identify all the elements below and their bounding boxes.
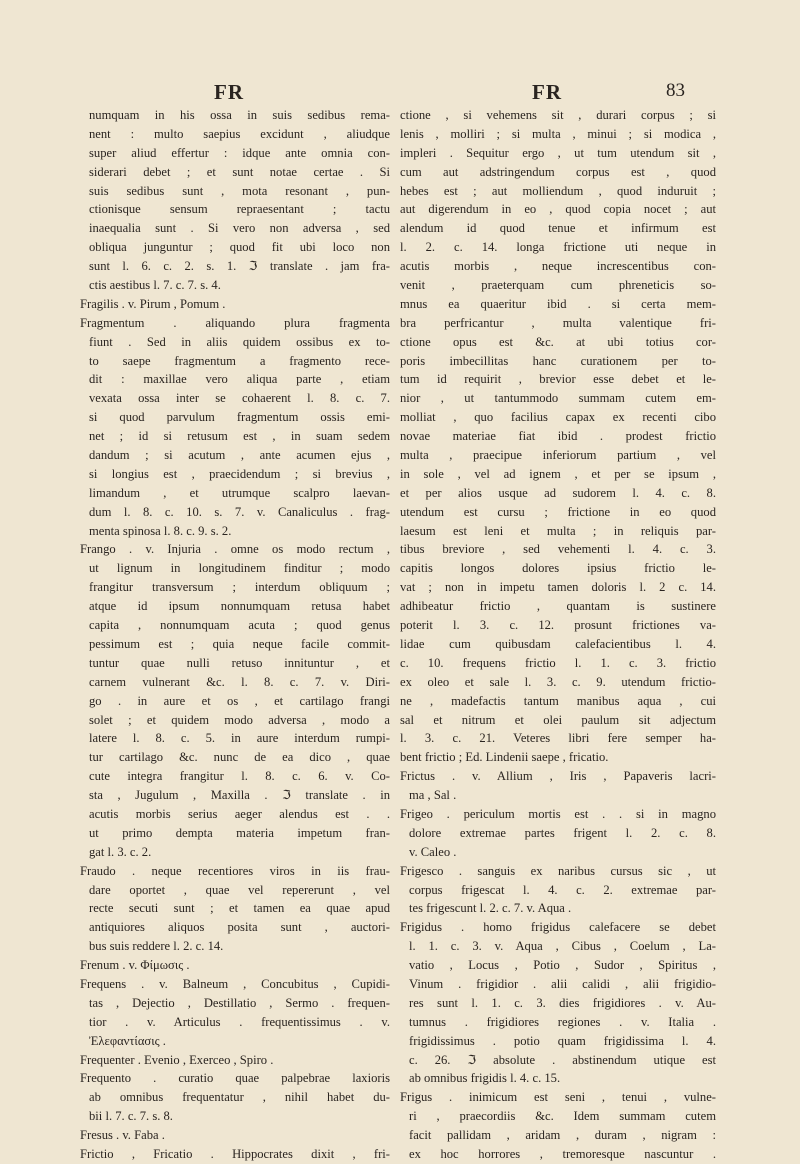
text-line: ctionisque sensum repraesentant ; tactu — [89, 202, 390, 217]
text-line: et per alios usque ad sudorem l. 4. c. 8. — [400, 485, 716, 500]
text-line: Frigeo . periculum mortis est . . si in magno — [400, 806, 716, 821]
text-line: Frequento . curatio quae palpebrae laxioris — [80, 1071, 390, 1086]
left-column — [80, 106, 390, 1164]
text-line: bii l. 7. c. 7. s. 8. — [89, 1109, 173, 1124]
text-line: net ; id si retusum est , in suam sedem — [89, 429, 390, 444]
text-line: sta , Jugulum , Maxilla . ℑ translate . in — [89, 788, 390, 803]
text-line: frangitur transversum ; interdum obliquum ; — [89, 580, 390, 595]
text-line: sunt l. 6. c. 2. s. 1. ℑ translate . jam fra- — [89, 259, 390, 274]
text-line: l. 2. c. 14. longa frictione uti neque in — [400, 240, 716, 255]
text-line: Vinum . frigidior . alii calidi , alii frigidio- — [409, 976, 716, 991]
text-line: aut digerendum in eo , quod copia nocet ; aut — [400, 202, 716, 217]
text-line: fiunt . Sed in aliis quidem ossibus ex to- — [89, 334, 390, 349]
text-line: siderari debet ; et sunt notae certae . Si — [89, 164, 390, 179]
text-line: dandum ; si acutum , ante acumen ejus , — [89, 448, 390, 463]
text-line: Frictio , Fricatio . Hippocrates dixit , fri- — [80, 1146, 390, 1161]
text-line: menta spinosa l. 8. c. 9. s. 2. — [89, 523, 232, 538]
text-line: dolore extremae partes frigent l. 2. c. 8. — [409, 825, 716, 840]
text-line: vexata ossa inter se cohaerent l. 8. c. 7. — [89, 391, 390, 406]
text-line: si quod parvulum fragmentum ossis emi- — [89, 410, 390, 425]
text-line: numquam in his ossa in suis sedibus rema- — [89, 108, 390, 122]
text-line: Frigus . inimicum est seni , tenui , vulne- — [400, 1090, 716, 1105]
text-line: lidae cum quibusdam calefacientibus l. 4. — [400, 636, 716, 651]
text-line: lenis , molliri ; si multa , minui ; si modica , — [400, 126, 716, 141]
text-line: ex oleo et sale l. 3. c. 9. utendum frictio- — [400, 674, 716, 689]
text-line: sal et nitrum et olei paulum sit adjectum — [400, 712, 716, 727]
text-line: laesum est leni et multa ; in reliquis par- — [400, 523, 716, 538]
text-line: impleri . Sequitur ergo , ut tum utendum sit , — [400, 145, 716, 160]
text-line: ab omnibus frequentatur , nihil habet du- — [89, 1090, 390, 1105]
text-line: suis sedibus sunt , mota resonant , pun- — [89, 183, 390, 198]
text-line: ctione , si vehemens sit , durari corpus ; si — [400, 108, 716, 122]
text-line: vat ; non in impetu tamen doloris l. 2 c. 14. — [400, 580, 716, 595]
text-line: bra perfricantur , multa valentique fri- — [400, 315, 716, 330]
text-line: in sole , vel ad ignem , et per se ipsum , — [400, 466, 716, 481]
text-line: acutis morbis serius aeger alendus est . . — [89, 806, 390, 821]
text-line: dit : maxillae vero aliqua parte , etiam — [89, 372, 390, 387]
text-line: Fragilis . v. Pirum , Pomum . — [80, 296, 226, 311]
text-line: nent : multo saepius excidunt , aliudque — [89, 126, 390, 141]
text-line: Frequens . v. Balneum , Concubitus , Cupidi- — [80, 976, 390, 991]
text-line: tum id requirit , brevior esse debet et le- — [400, 372, 716, 387]
text-line: l. 1. c. 3. v. Aqua , Cibus , Coelum , La- — [409, 939, 716, 954]
page-number: 83 — [666, 80, 685, 101]
text-line: cum aut adstringendum corpus est , quod — [400, 164, 716, 179]
text-line: corpus frigescat l. 4. c. 2. extremae par- — [409, 882, 716, 897]
text-line: dum l. 8. c. 10. s. 7. v. Canaliculus . frag- — [89, 504, 390, 519]
text-line: bent frictio ; Ed. Lindenii saepe , fricatio. — [400, 750, 609, 765]
text-line: to saepe fragmentum a fragmento rece- — [89, 353, 390, 368]
text-line: frigidissimus . potio quam frigidissima l. 4. — [409, 1033, 716, 1048]
text-line: venit , praeterquam cum phreneticis so- — [400, 278, 716, 293]
text-line: vatio , Locus , Potio , Sudor , Spiritus , — [409, 958, 716, 973]
text-line: poterit l. 3. c. 12. prosunt frictiones va- — [400, 618, 716, 633]
text-line: tes frigescunt l. 2. c. 7. v. Aqua . — [409, 901, 572, 916]
text-line: Frequenter . Evenio , Exerceo , Spiro . — [80, 1052, 274, 1067]
text-line: hebes est ; aut molliendum , quod induruit ; — [400, 183, 716, 198]
text-line: ma , Sal . — [409, 788, 457, 803]
text-line: antiquiores aliquos posita sunt , auctori- — [89, 920, 390, 935]
text-line: l. 3. c. 21. Veteres libri fere semper ha- — [400, 731, 716, 746]
text-line: bus suis reddere l. 2. c. 14. — [89, 939, 224, 954]
text-line: dare oportet , quae vel repererunt , vel — [89, 882, 390, 897]
text-line: tuntur quae nulli retuso innituntur , et — [89, 655, 390, 670]
text-line: cute integra frangitur l. 8. c. 6. v. Co- — [89, 769, 390, 784]
right-column — [400, 106, 716, 1164]
text-line: ab omnibus frigidis l. 4. c. 15. — [409, 1071, 561, 1086]
text-line: tumnus . frigidiores regiones . v. Italia . — [409, 1014, 716, 1029]
text-line: atque id ipsum nonnumquam retusa habet — [89, 599, 390, 614]
text-line: Ἐλεφαντίασις . — [89, 1033, 166, 1048]
text-line: ctis aestibus l. 7. c. 7. s. 4. — [89, 278, 221, 293]
text-line: Fraudo . neque recentiores viros in iis frau- — [80, 863, 390, 878]
text-line: poris imbecillitas hanc curationem per to- — [400, 353, 716, 368]
text-line: obliqua junguntur ; quod fit ubi loco non — [89, 240, 390, 255]
text-line: c. 10. frequens frictio l. 1. c. 3. frictio — [400, 655, 716, 670]
text-line: ctione opus est &c. at ubi totius cor- — [400, 334, 716, 349]
text-line: ex hoc horrores , tremoresque nascuntur . — [409, 1146, 716, 1161]
text-line: adhibeatur frictio , quantam is sustinere — [400, 599, 716, 614]
text-line: inaequalia sunt . Si vero non adversa , sed — [89, 221, 390, 236]
text-line: v. Caleo . — [409, 844, 457, 859]
text-line: Frango . v. Injuria . omne os modo rectum , — [80, 542, 390, 557]
text-line: ri , praecordiis &c. Idem summam cutem — [409, 1109, 716, 1124]
text-line: recte secuti sunt ; et tamen ea quae apud — [89, 901, 390, 916]
text-line: Frenum . v. Φίμωσις . — [80, 958, 190, 973]
text-line: acutis morbis , neque increscentibus con- — [400, 259, 716, 274]
text-line: solet ; et quidem modo adversa , modo a — [89, 712, 390, 727]
text-line: go . in aure et os , et cartilago frangi — [89, 693, 390, 708]
text-line: pessimum est ; quia neque facile commit- — [89, 636, 390, 651]
text-line: capita , nonnumquam acuta ; quod genus — [89, 618, 390, 633]
text-line: res sunt l. 1. c. 3. dies frigidiores . v. Au- — [409, 995, 716, 1010]
text-line: latere l. 8. c. 5. in aure interdum rumpi- — [89, 731, 390, 746]
text-line: utendum est cursu ; frictione in eo quod — [400, 504, 716, 519]
text-line: ut lignum in longitudinem finditur ; modo — [89, 561, 390, 576]
text-line: tur cartilago &c. nunc de ea dico , quae — [89, 750, 390, 765]
text-line: alendum id quod tenue et infirmum est — [400, 221, 716, 236]
text-line: si longius est , praecidendum ; si brevius , — [89, 466, 390, 481]
text-line: ut primo dempta materia impetum fran- — [89, 825, 390, 840]
text-line: nior , ut tantummodo summam cutem em- — [400, 391, 716, 406]
text-line: c. 26. ℑ absolute . abstinendum utique est — [409, 1052, 716, 1067]
text-line: Fragmentum . aliquando plura fragmenta — [80, 315, 390, 330]
text-line: tas , Dejectio , Destillatio , Sermo . frequen- — [89, 995, 390, 1010]
text-line: tior . v. Articulus . frequentissimus . v. — [89, 1014, 390, 1029]
text-line: capitis longos dolores ipsius frictio le- — [400, 561, 716, 576]
text-line: gat l. 3. c. 2. — [89, 844, 152, 859]
text-line: limandum , et utrumque scalpro laevan- — [89, 485, 390, 500]
text-line: mnus ea quaeritur ibid . si certa mem- — [400, 296, 716, 311]
text-line: novae materiae fiat ibid . prodest frictio — [400, 429, 716, 444]
text-line: carnem vulnerant &c. l. 8. c. 7. v. Diri- — [89, 674, 390, 689]
text-line: Frigidus . homo frigidus calefacere se debet — [400, 920, 716, 935]
text-line: facit pallidam , aridam , duram , nigram : — [409, 1128, 716, 1143]
text-line: molliat , quo facilius capax ex recenti cibo — [400, 410, 716, 425]
left-running-head: FR — [214, 80, 244, 104]
right-running-head: FR — [532, 80, 562, 104]
text-line: Frictus . v. Allium , Iris , Papaveris lacri- — [400, 769, 716, 784]
text-line: Frigesco . sanguis ex naribus cursus sic , ut — [400, 863, 716, 878]
text-line: Fresus . v. Faba . — [80, 1128, 165, 1143]
text-line: multa , praecipue inferiorum partium , vel — [400, 448, 716, 463]
text-line: ne , madefactis tantum manibus aqua , cui — [400, 693, 716, 708]
text-line: super aliud effertur : idque ante omnia con- — [89, 145, 390, 160]
text-line: tibus breviore , sed vehementi l. 4. c. 3. — [400, 542, 716, 557]
